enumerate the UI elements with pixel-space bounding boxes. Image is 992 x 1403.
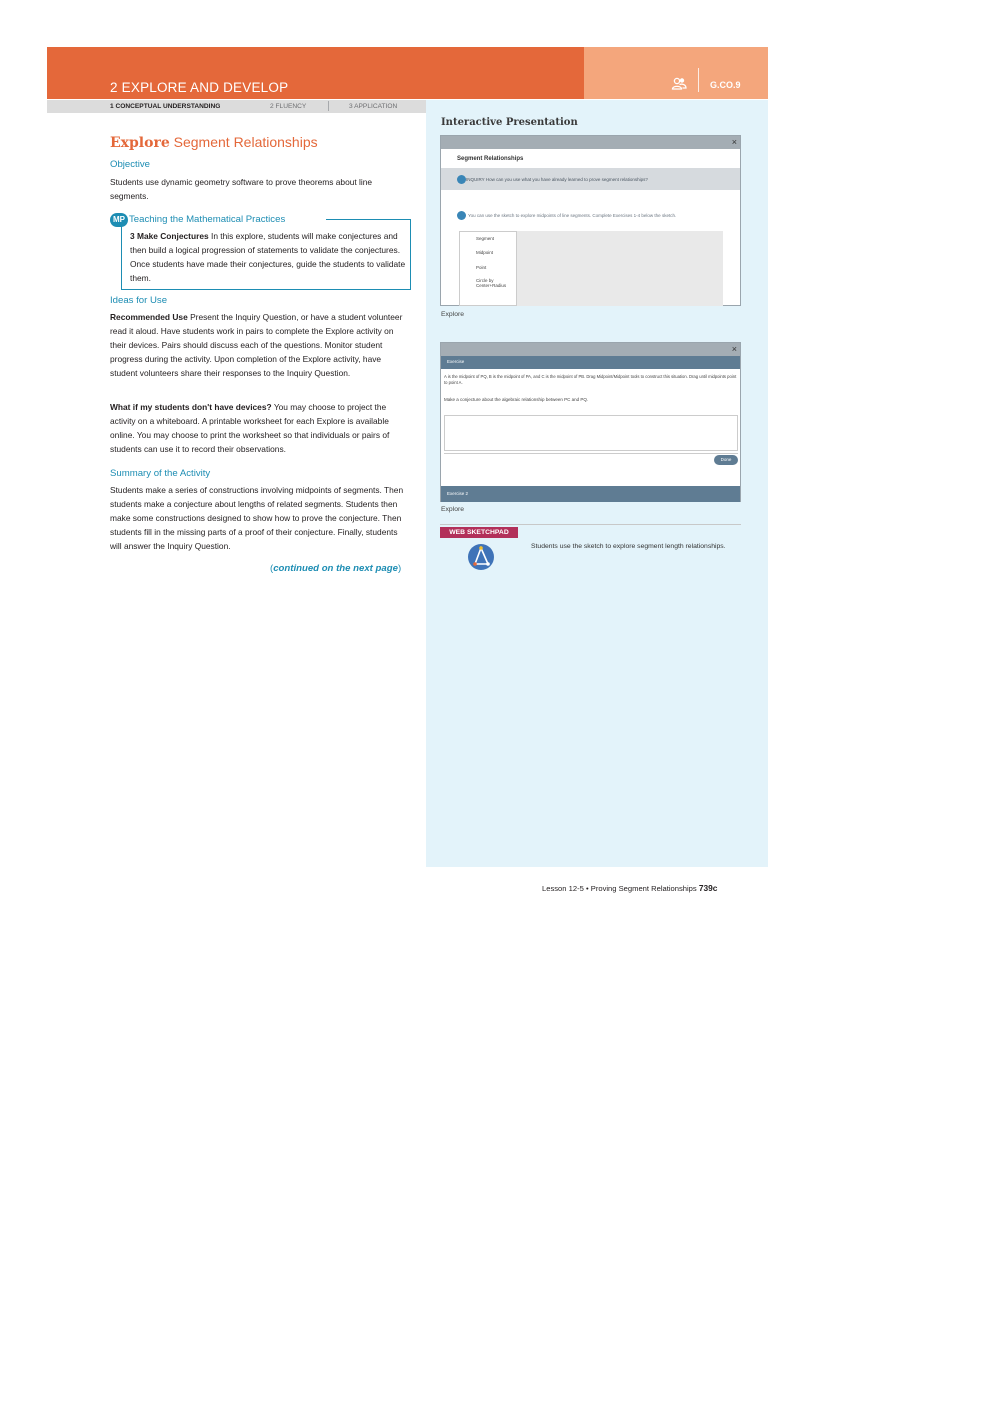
tab-conceptual-understanding[interactable]: 1 CONCEPTUAL UNDERSTANDING (110, 103, 221, 110)
ideas-heading: Ideas for Use (110, 295, 168, 306)
tool-palette (459, 231, 517, 306)
ideas-text (110, 310, 410, 380)
people-icon (671, 76, 687, 92)
window-bar (441, 343, 740, 356)
footer-lesson-num: 12-5 (568, 884, 584, 893)
inquiry-text: INQUIRY How can you use what you have already learned to prove segment relationships? (466, 177, 648, 182)
devices-body: You may choose to project the activity on a whiteboard. A printable worksheet for each Explore is available online. You may choose to print the worksheet so that individuals or pairs of students can use it to record their observations. (110, 402, 390, 454)
exercise-bar (441, 356, 740, 369)
divider (444, 453, 738, 454)
tool-segment[interactable]: Segment (476, 236, 495, 241)
answer-textarea[interactable] (444, 415, 738, 451)
screenshot-explore-1 (440, 135, 741, 306)
mp-badge-icon: MP (110, 213, 128, 227)
web-sketchpad-badge: WEB SKETCHPAD (440, 527, 518, 538)
summary-text: Students make a series of constructions involving midpoints of segments. Then students make a conjecture about lengths of related segments. Students then make some constructions designed to show how to prove the conjecture. Then students fill in the missing parts of a proof of their conjecture. Finally, students will answer the Inquiry Question. (110, 485, 404, 551)
exercise-2-label[interactable]: Exercise 2 (447, 491, 469, 496)
title-bold: Explore (110, 135, 170, 151)
page-footer (542, 883, 717, 893)
instruction-text: You can use the sketch to explore midpoints of line segments. Complete Exercises 1-4 below the sketch. (468, 213, 677, 218)
side-heading: Interactive Presentation (441, 117, 578, 128)
exercise-question: A is the midpoint of PQ, B is the midpoint of PA, and C is the midpoint of PB. Drag Midpoint/Midpoint tools to construct this situation. Drag until midpoints point to point A. (444, 374, 737, 385)
objective-text: Students use dynamic geometry software to prove theorems about line segments. (110, 177, 373, 201)
devices-lead: What if my students don't have devices? (110, 402, 272, 412)
tab-fluency[interactable]: 2 FLUENCY (270, 103, 307, 110)
tab-divider (328, 101, 329, 111)
close-icon[interactable]: × (731, 137, 737, 147)
mp-text (130, 229, 408, 285)
caption-explore-2: Explore (441, 506, 465, 513)
exercise-2-bar (441, 486, 740, 502)
footer-bullet: • (585, 884, 589, 893)
standard-code: G.CO.9 (710, 80, 741, 90)
continued-link[interactable]: (continued on the next page) (270, 563, 402, 574)
info-icon (457, 211, 466, 220)
exercise-label[interactable]: Exercise (447, 359, 465, 364)
sketch-canvas[interactable] (517, 231, 723, 306)
section-title: 2 EXPLORE AND DEVELOP (110, 80, 289, 95)
devices-text (110, 400, 410, 456)
screenshot-explore-2 (440, 342, 741, 502)
mp-body: In this explore, students will make conjectures and then build a logical progression of statements to validate the conjectures. Once students have made their conjectures, guide the students to validate them. (130, 231, 406, 283)
continued-text: continued on the next page (273, 563, 398, 574)
tab-application[interactable]: 3 APPLICATION (349, 103, 398, 110)
title-rest: Segment Relationships (173, 134, 318, 150)
done-button[interactable]: Done (714, 455, 738, 465)
tool-point[interactable]: Point (476, 265, 487, 270)
summary-heading: Summary of the Activity (110, 468, 211, 479)
window-bar (441, 136, 740, 149)
web-sketchpad-text: Students use the sketch to explore segment length relationships. (531, 543, 726, 550)
ideas-body: Present the Inquiry Question, or have a student volunteer read it aloud. Have students work in pairs to complete the Explore activity on their devices. Pairs should discuss each of the questions. Monitor student progress during the activity. Upon completion of the Explore activity, have student volunteers share their responses to the Inquiry Question. (110, 312, 403, 378)
footer-lesson: Lesson (542, 884, 567, 893)
header-divider (698, 68, 699, 92)
tool-circle[interactable]: Circle by Center+Radius (476, 278, 507, 288)
footer-lesson-title: Proving Segment Relationships (590, 884, 697, 893)
tool-midpoint[interactable]: Midpoint (476, 250, 494, 255)
mp-heading: Teaching the Mathematical Practices (129, 214, 286, 225)
page-number: 739c (698, 883, 718, 893)
inquiry-icon (457, 175, 466, 184)
caption-explore-1: Explore (441, 311, 465, 318)
exercise-prompt: Make a conjecture about the algebraic relationship between PC and PQ. (444, 397, 589, 402)
screenshot-title: Segment Relationships (457, 156, 524, 162)
sketchpad-icon[interactable] (467, 543, 495, 571)
page-title (110, 134, 318, 151)
ideas-lead: Recommended Use (110, 312, 188, 322)
objective-heading: Objective (110, 159, 150, 170)
web-sketchpad-rule (440, 524, 741, 525)
close-icon[interactable]: × (731, 344, 737, 354)
mp-lead: 3 Make Conjectures (130, 231, 209, 241)
